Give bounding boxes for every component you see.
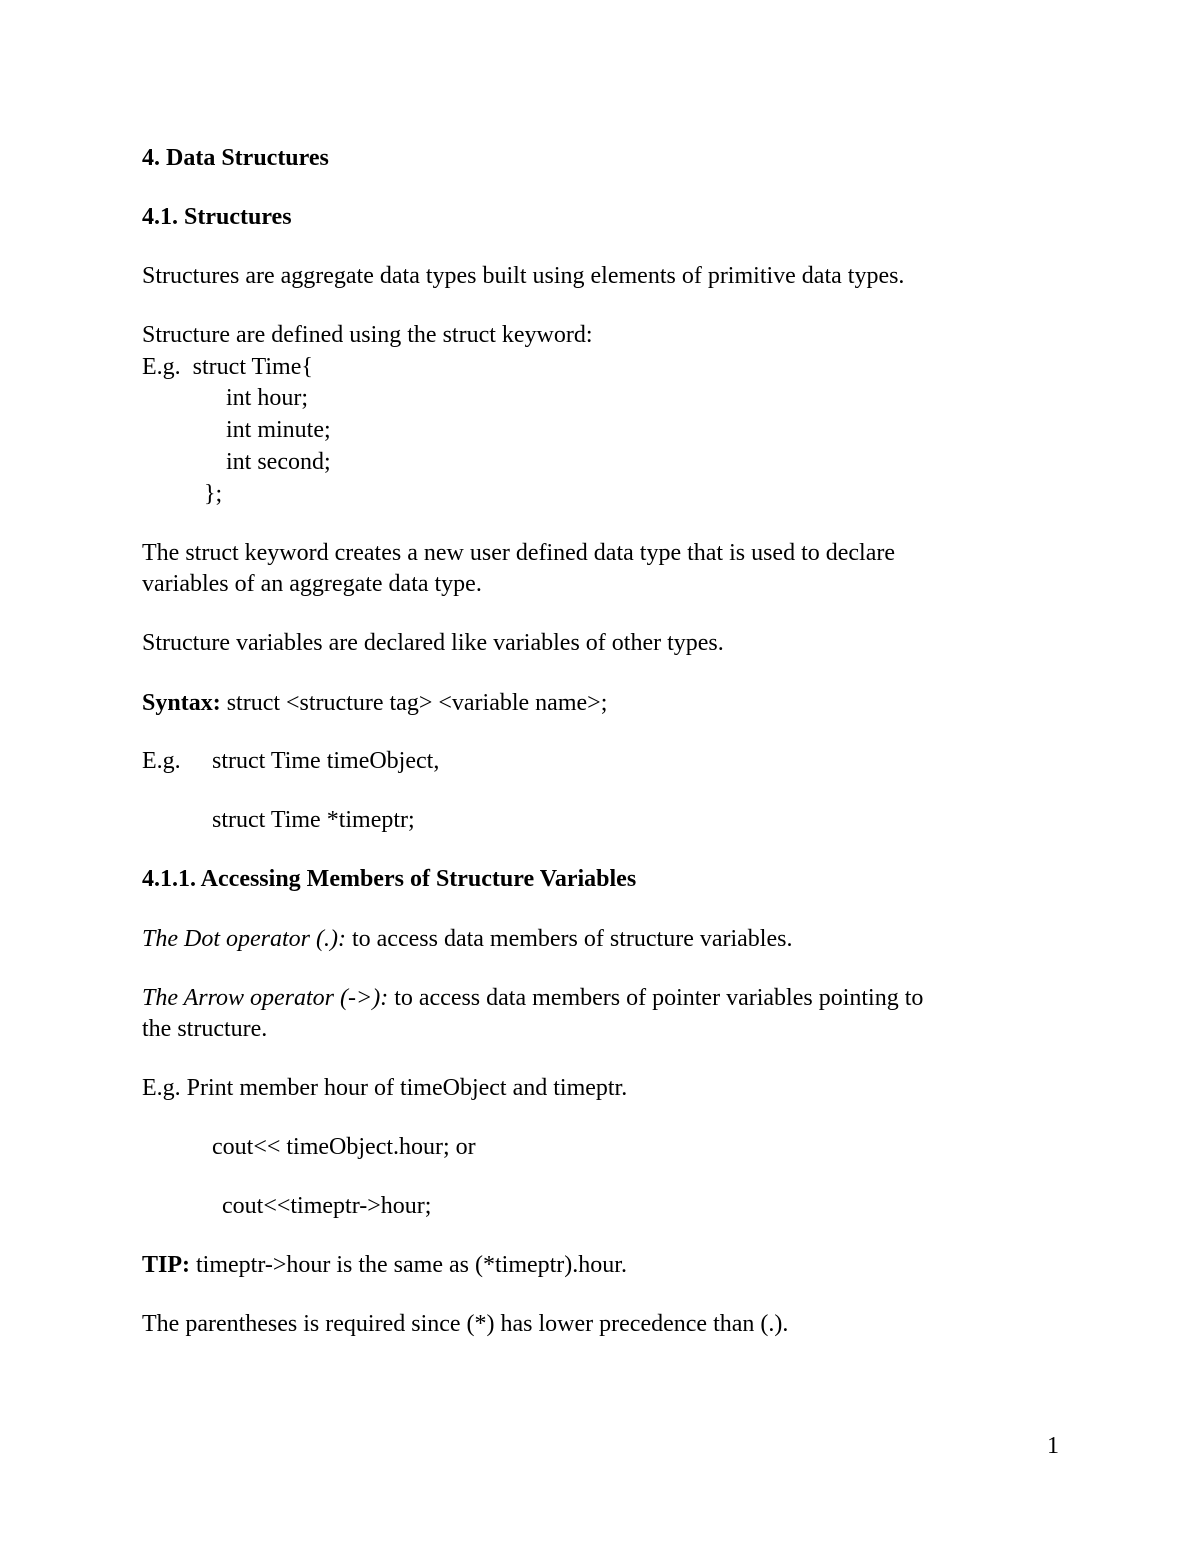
code-line-5: }; — [204, 481, 223, 507]
variables-paragraph: Structure variables are declared like variables of other types. — [142, 630, 724, 656]
cout-line-1: cout<< timeObject.hour; or — [212, 1134, 476, 1160]
declare-example-line-2: struct Time *timeptr; — [212, 807, 415, 833]
arrow-operator-label: The Arrow operator (->): — [142, 985, 389, 1011]
keyword-paragraph-line-2: variables of an aggregate data type. — [142, 571, 482, 597]
section-heading: 4.1. Structures — [142, 204, 292, 230]
tip-label: TIP: — [142, 1252, 190, 1278]
keyword-paragraph-line-1: The struct keyword creates a new user defined data type that is used to declare — [142, 540, 896, 566]
subsection-heading: 4.1.1. Accessing Members of Structure Variables — [142, 866, 637, 892]
dot-operator-line — [142, 925, 792, 953]
code-line-4: int second; — [226, 449, 331, 475]
arrow-operator-line-2: the structure. — [142, 1016, 268, 1042]
syntax-line — [142, 689, 607, 717]
dot-operator-text: to access data members of structure variables. — [345, 926, 793, 952]
dot-operator-label: The Dot operator (.): — [142, 926, 346, 952]
parentheses-note: The parentheses is required since (*) has lower precedence than (.). — [142, 1311, 789, 1337]
code-line-2: int hour; — [226, 385, 308, 411]
tip-line — [142, 1251, 627, 1279]
intro-paragraph: Structures are aggregate data types built using elements of primitive data types. — [142, 263, 905, 289]
cout-line-2: cout<<timeptr->hour; — [222, 1193, 432, 1219]
print-example: E.g. Print member hour of timeObject and timeptr. — [142, 1075, 628, 1101]
syntax-text: struct <structure tag> <variable name>; — [220, 690, 608, 716]
declare-example-prefix: E.g. — [142, 748, 181, 774]
code-line-3: int minute; — [226, 417, 331, 443]
page-number: 1 — [1047, 1433, 1059, 1459]
arrow-operator-text: to access data members of pointer variables pointing to — [388, 985, 924, 1011]
arrow-operator-line-1 — [142, 984, 923, 1012]
tip-text: timeptr->hour is the same as (*timeptr).hour. — [190, 1252, 627, 1278]
define-paragraph: Structure are defined using the struct keyword: — [142, 322, 593, 348]
declare-example-line-1: struct Time timeObject, — [212, 748, 440, 774]
syntax-label: Syntax: — [142, 690, 221, 716]
code-line-1: E.g. struct Time{ — [142, 354, 313, 380]
chapter-heading: 4. Data Structures — [142, 145, 329, 171]
